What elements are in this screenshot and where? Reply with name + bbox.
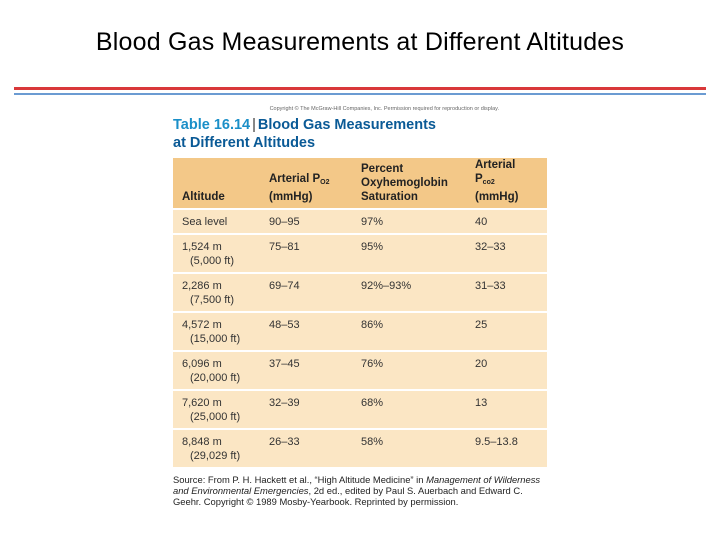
cell-altitude <box>173 318 269 346</box>
header-arterial-po2 <box>269 172 361 204</box>
table-label: Table 16.14 <box>173 117 251 133</box>
table-title-line1: Blood Gas Measurements <box>257 117 436 133</box>
cell-po2: 69–74 <box>269 280 300 292</box>
header-po2-subscript: O2 <box>320 179 330 186</box>
table-title-line2: at Different Altitudes <box>173 135 316 151</box>
blood-gas-table <box>173 158 547 467</box>
source-book-title: Management of Wilderness and Environmental Emergencies <box>173 474 541 497</box>
cell-pco2: 20 <box>475 358 488 370</box>
table-row <box>173 272 547 311</box>
cell-pco2: 31–33 <box>475 280 506 292</box>
header-saturation-line2: Oxyhemoglobin <box>361 177 448 189</box>
source-prefix: Source: From P. H. Hackett et al., “High Altitude Medicine” in <box>173 474 427 485</box>
cell-altitude-ft: (20,000 ft) <box>190 372 241 384</box>
cell-altitude-ft: (7,500 ft) <box>190 294 235 306</box>
cell-po2: 26–33 <box>269 436 300 448</box>
cell-altitude-ft: (5,000 ft) <box>190 255 235 267</box>
cell-altitude-m: 2,286 m <box>182 280 222 292</box>
header-altitude <box>173 190 269 204</box>
table-row <box>173 389 547 428</box>
source-suffix: , 2d ed., edited by Paul S. Auerbach and Edward C. Geehr. Copyright © 1989 Mosby-Yearbook. Reprinted by permission. <box>173 485 523 508</box>
table-row <box>173 233 547 272</box>
header-po2-unit: (mmHg) <box>269 191 313 203</box>
cell-altitude <box>173 396 269 424</box>
cell-saturation: 68% <box>361 397 384 409</box>
cell-altitude <box>173 357 269 385</box>
cell-saturation: 58% <box>361 436 384 448</box>
header-pco2-subscript: co2 <box>482 179 495 186</box>
table-figure <box>173 104 547 508</box>
header-saturation <box>361 162 475 204</box>
cell-pco2: 25 <box>475 319 488 331</box>
cell-saturation: 92%–93% <box>361 280 412 292</box>
cell-altitude-ft: (29,029 ft) <box>190 450 241 462</box>
title-rule-red <box>14 87 706 90</box>
header-po2-line1: Arterial P <box>269 173 321 185</box>
table-header-row <box>173 158 547 208</box>
cell-po2: 32–39 <box>269 397 300 409</box>
cell-altitude-m: 1,524 m <box>182 241 222 253</box>
cell-po2: 90–95 <box>269 216 300 228</box>
cell-saturation: 95% <box>361 241 384 253</box>
cell-saturation: 76% <box>361 358 384 370</box>
table-row <box>173 350 547 389</box>
cell-po2: 48–53 <box>269 319 300 331</box>
header-saturation-line3: Saturation <box>361 191 418 203</box>
cell-altitude-m: Sea level <box>182 216 228 228</box>
source-note <box>173 474 547 508</box>
header-arterial-pco2 <box>475 158 547 204</box>
header-pco2-line1: Arterial <box>475 159 516 171</box>
header-pco2-line2: P <box>475 173 483 185</box>
cell-altitude-ft: (15,000 ft) <box>190 333 241 345</box>
copyright-notice: Copyright © The McGraw-Hill Companies, Inc. Permission required for reproduction or display. <box>269 106 499 112</box>
cell-pco2: 32–33 <box>475 241 506 253</box>
cell-po2: 75–81 <box>269 241 300 253</box>
header-pco2-unit: (mmHg) <box>475 191 519 203</box>
cell-po2: 37–45 <box>269 358 300 370</box>
cell-pco2: 9.5–13.8 <box>475 436 518 448</box>
cell-altitude-ft: (25,000 ft) <box>190 411 241 423</box>
slide-title: Blood Gas Measurements at Different Altitudes <box>95 28 625 56</box>
table-row <box>173 208 547 233</box>
title-rule-blue <box>14 93 706 95</box>
table-title <box>173 116 547 152</box>
cell-altitude <box>173 279 269 307</box>
cell-altitude-m: 8,848 m <box>182 436 222 448</box>
cell-altitude-m: 4,572 m <box>182 319 222 331</box>
header-altitude-text: Altitude <box>182 191 225 203</box>
cell-saturation: 86% <box>361 319 384 331</box>
table-title-separator: | <box>252 117 256 133</box>
cell-saturation: 97% <box>361 216 384 228</box>
cell-altitude-m: 6,096 m <box>182 358 222 370</box>
table-row <box>173 311 547 350</box>
cell-altitude <box>173 435 269 463</box>
header-saturation-line1: Percent <box>361 163 404 175</box>
cell-altitude-m: 7,620 m <box>182 397 222 409</box>
cell-pco2: 13 <box>475 397 488 409</box>
cell-altitude <box>173 215 269 229</box>
table-row <box>173 428 547 467</box>
cell-pco2: 40 <box>475 216 488 228</box>
cell-altitude <box>173 240 269 268</box>
